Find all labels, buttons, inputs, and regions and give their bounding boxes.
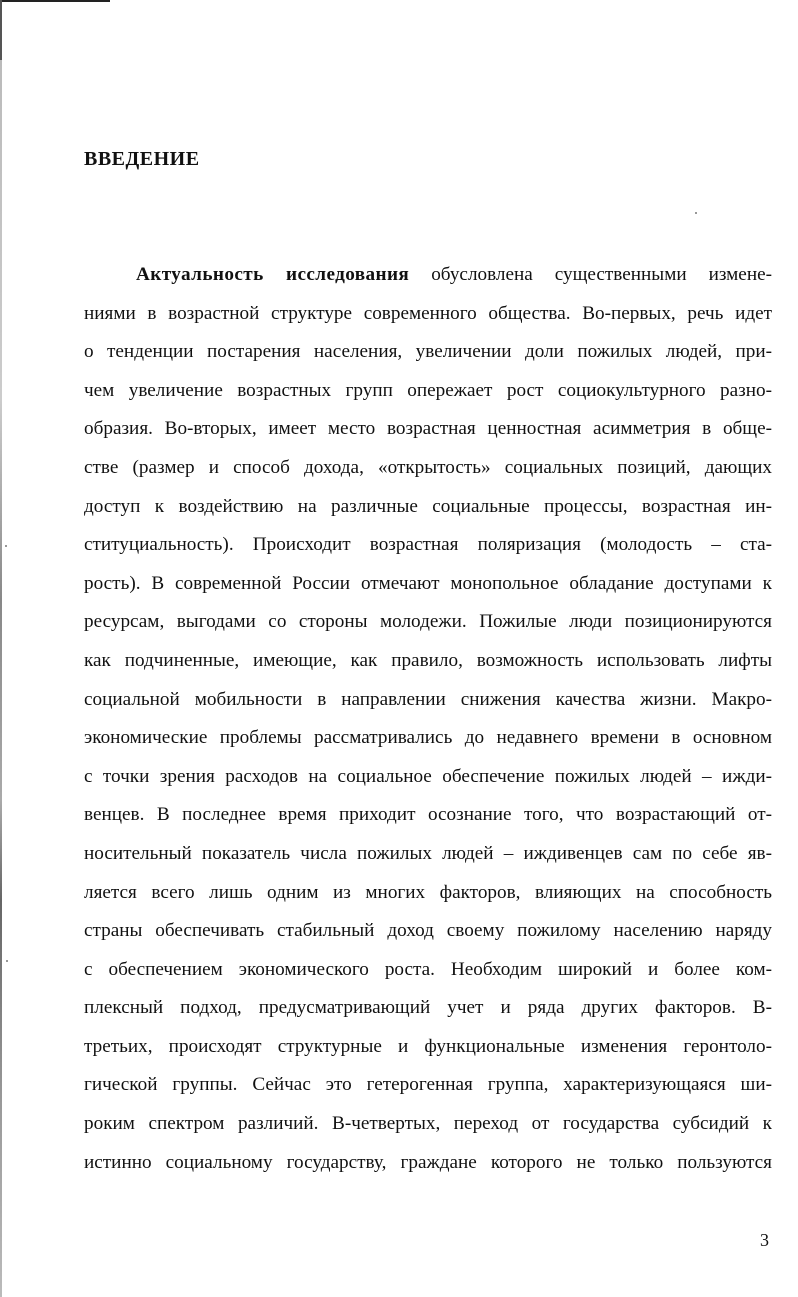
paragraph-line: венцев. В последнее время приходит осознание того, что возрастающий от-: [84, 804, 772, 826]
paragraph-line: ресурсам, выгодами со стороны молодежи. Пожилые люди позиционируются: [84, 611, 772, 633]
paragraph-line: роким спектром различий. В-четвертых, переход от государства субсидий к: [84, 1113, 772, 1135]
paragraph-line: экономические проблемы рассматривались до недавнего времени в основном: [84, 727, 772, 749]
page-number: 3: [760, 1230, 769, 1250]
paragraph-line: ниями в возрастной структуре современного общества. Во-первых, речь идет: [84, 302, 772, 324]
paragraph-line: плексный подход, предусматривающий учет и ряда других факторов. В-: [84, 997, 772, 1019]
paragraph-line: страны обеспечивать стабильный доход своему пожилому населению наряду: [84, 920, 772, 942]
paragraph-line: рость). В современной России отмечают монопольное обладание доступами к: [84, 572, 772, 594]
paragraph-line: с обеспечением экономического роста. Необходим широкий и более ком-: [84, 958, 772, 980]
scan-speck: [6, 960, 8, 962]
paragraph-line: третьих, происходят структурные и функциональные изменения геронтоло-: [84, 1035, 772, 1057]
paragraph-line: социальной мобильности в направлении снижения качества жизни. Макро-: [84, 688, 772, 710]
paragraph-line: ституциальность). Происходит возрастная поляризация (молодость – ста-: [84, 534, 772, 556]
lead-phrase: Актуальность исследования: [136, 264, 410, 285]
paragraph-line: чем увеличение возрастных групп опережает рост социокультурного разно-: [84, 379, 772, 401]
paragraph-line: гической группы. Сейчас это гетерогенная группа, характеризующаяся ши-: [84, 1074, 772, 1096]
paragraph-line: как подчиненные, имеющие, как правило, возможность использовать лифты: [84, 649, 772, 671]
first-line-text: обусловлена существенными измене-: [409, 264, 772, 285]
paragraph-line: ляется всего лишь одним из многих факторов, влияющих на способность: [84, 881, 772, 903]
paragraph-line: стве (размер и способ дохода, «открытость» социальных позиций, дающих: [84, 456, 772, 478]
paragraph-lines: [84, 301, 772, 1189]
paragraph-line: о тенденции постарения населения, увеличении доли пожилых людей, при-: [84, 341, 772, 363]
body-paragraph: [84, 262, 772, 1188]
paragraph-line: образия. Во-вторых, имеет место возрастная ценностная асимметрия в обще-: [84, 418, 772, 440]
scan-speck: [5, 545, 7, 547]
paragraph-line: с точки зрения расходов на социальное обеспечение пожилых людей – ижди-: [84, 765, 772, 787]
paragraph-line: доступ к воздействию на различные социальные процессы, возрастная ин-: [84, 495, 772, 517]
scan-artifact-line: [0, 0, 110, 2]
paragraph-line: [84, 262, 772, 301]
paragraph-line: истинно социальному государству, граждане которого не только пользуются: [84, 1151, 772, 1173]
paragraph-line: носительный показатель числа пожилых людей – иждивенцев сам по себе яв-: [84, 842, 772, 864]
scan-artifact-edge: [0, 0, 2, 1297]
scan-speck: [695, 212, 697, 214]
section-heading: ВВЕДЕНИЕ: [84, 148, 200, 170]
